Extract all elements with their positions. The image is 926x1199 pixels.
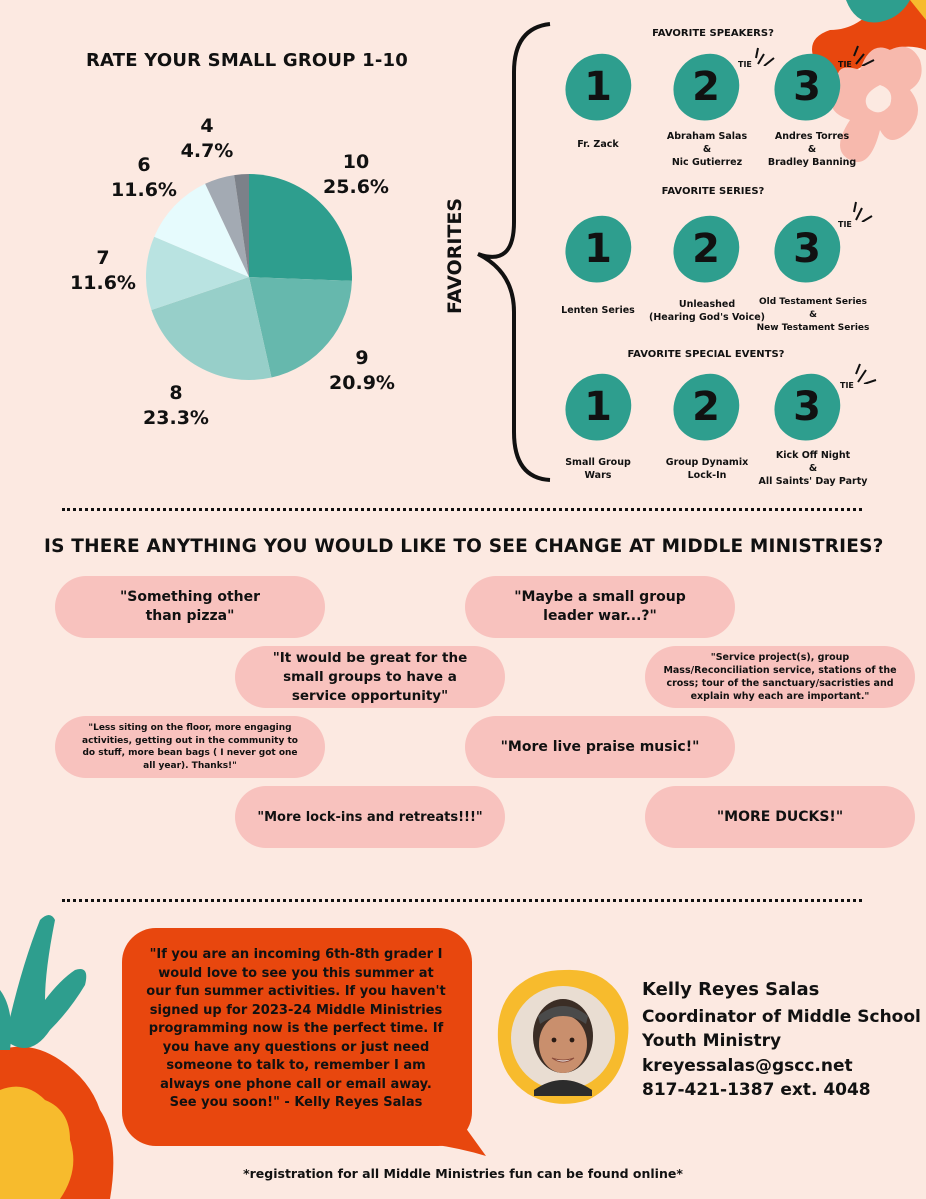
favorite-speakers-heading: FAVORITE SPEAKERS? <box>652 28 774 39</box>
event-rank-1-badge: 1 <box>563 372 633 442</box>
response-bubble: "Service project(s), group Mass/Reconciliation service, stations of the cross; tour of the sanctuary/sacristies and explain why each are important." <box>645 646 915 708</box>
rating-title: RATE YOUR SMALL GROUP 1-10 <box>86 50 408 71</box>
tie-marks-icon <box>852 200 876 222</box>
welcome-quote: "If you are an incoming 6th-8th grader I would love to see you this summer at our fun summer activities. If you haven't signed up for 2023-24 Middle Ministries programming now is the perfect time. If you have any questions or just need someone to talk to, remember I am always one phone call or email away. See you soon!" - Kelly Reyes Salas <box>146 947 446 1110</box>
favorite-series-heading: FAVORITE SERIES? <box>661 186 765 197</box>
pie-label-7: 7 11.6% <box>70 247 136 294</box>
response-bubble: "Maybe a small group leader war...?" <box>465 576 735 638</box>
tie-marks-icon <box>754 44 778 66</box>
tie-label: TIE <box>838 220 852 229</box>
rating-pie-chart <box>146 174 352 380</box>
event-rank-2-badge: 2 <box>671 372 741 442</box>
contact-role-line1: Coordinator of Middle School <box>642 1007 921 1027</box>
series-1-name: Lenten Series <box>561 305 635 316</box>
speaker-1-name: Fr. Zack <box>577 139 619 150</box>
pie-label-6: 6 11.6% <box>111 154 177 201</box>
response-bubble: "More lock-ins and retreats!!!" <box>235 786 505 848</box>
favorites-label: FAVORITES <box>444 197 466 315</box>
pie-label-8: 8 23.3% <box>143 382 209 429</box>
event-2-name: Group Dynamix Lock-In <box>665 457 749 481</box>
series-2-name: Unleashed (Hearing God's Voice) <box>649 299 765 323</box>
speaker-3-name: Andres Torres & Bradley Banning <box>767 131 857 168</box>
event-1-name: Small Group Wars <box>565 457 631 481</box>
contact-phone: 817-421-1387 ext. 4048 <box>642 1080 871 1100</box>
response-bubble: "MORE DUCKS!" <box>645 786 915 848</box>
tie-label: TIE <box>738 60 752 69</box>
speaker-rank-1-badge: 1 <box>563 52 633 122</box>
event-3-name: Kick Off Night & All Saints' Day Party <box>758 450 868 487</box>
response-bubble: "It would be great for the small groups to have a service opportunity" <box>235 646 505 708</box>
series-3-name: Old Testament Series & New Testament Series <box>756 297 870 333</box>
response-bubble: "Something other than pizza" <box>55 576 325 638</box>
contact-email[interactable]: kreyessalas@gscc.net <box>642 1056 853 1076</box>
footer-note: *registration for all Middle Ministries fun can be found online* <box>243 1166 683 1181</box>
contact-name: Kelly Reyes Salas <box>642 979 820 1000</box>
series-rank-2-badge: 2 <box>671 214 741 284</box>
tie-label: TIE <box>838 60 852 69</box>
portrait-frame <box>494 966 632 1108</box>
divider <box>62 508 862 511</box>
pie-label-9: 9 20.9% <box>329 347 395 394</box>
speaker-rank-3-badge: 3 <box>772 52 842 122</box>
pie-label-4: 4 4.7% <box>180 115 234 162</box>
speaker-rank-2-badge: 2 <box>671 52 741 122</box>
tie-marks-icon <box>852 44 876 66</box>
series-rank-3-badge: 3 <box>772 214 842 284</box>
contact-role-line2: Youth Ministry <box>642 1031 782 1051</box>
response-bubble: "Less siting on the floor, more engaging activities, getting out in the community to do stuff, more bean bags ( I never got one all year). Thanks!" <box>55 716 325 778</box>
curly-brace <box>470 22 560 482</box>
event-rank-3-badge: 3 <box>772 372 842 442</box>
tie-marks-icon <box>854 362 878 384</box>
divider <box>62 899 862 902</box>
pie-label-10: 10 25.6% <box>323 151 389 198</box>
speech-bubble-tail <box>420 1120 490 1160</box>
response-bubble: "More live praise music!" <box>465 716 735 778</box>
favorite-events-heading: FAVORITE SPECIAL EVENTS? <box>627 349 785 360</box>
series-rank-1-badge: 1 <box>563 214 633 284</box>
change-question: IS THERE ANYTHING YOU WOULD LIKE TO SEE CHANGE AT MIDDLE MINISTRIES? <box>44 536 884 557</box>
tie-label: TIE <box>840 381 854 390</box>
speaker-2-name: Abraham Salas & Nic Gutierrez <box>666 131 748 168</box>
